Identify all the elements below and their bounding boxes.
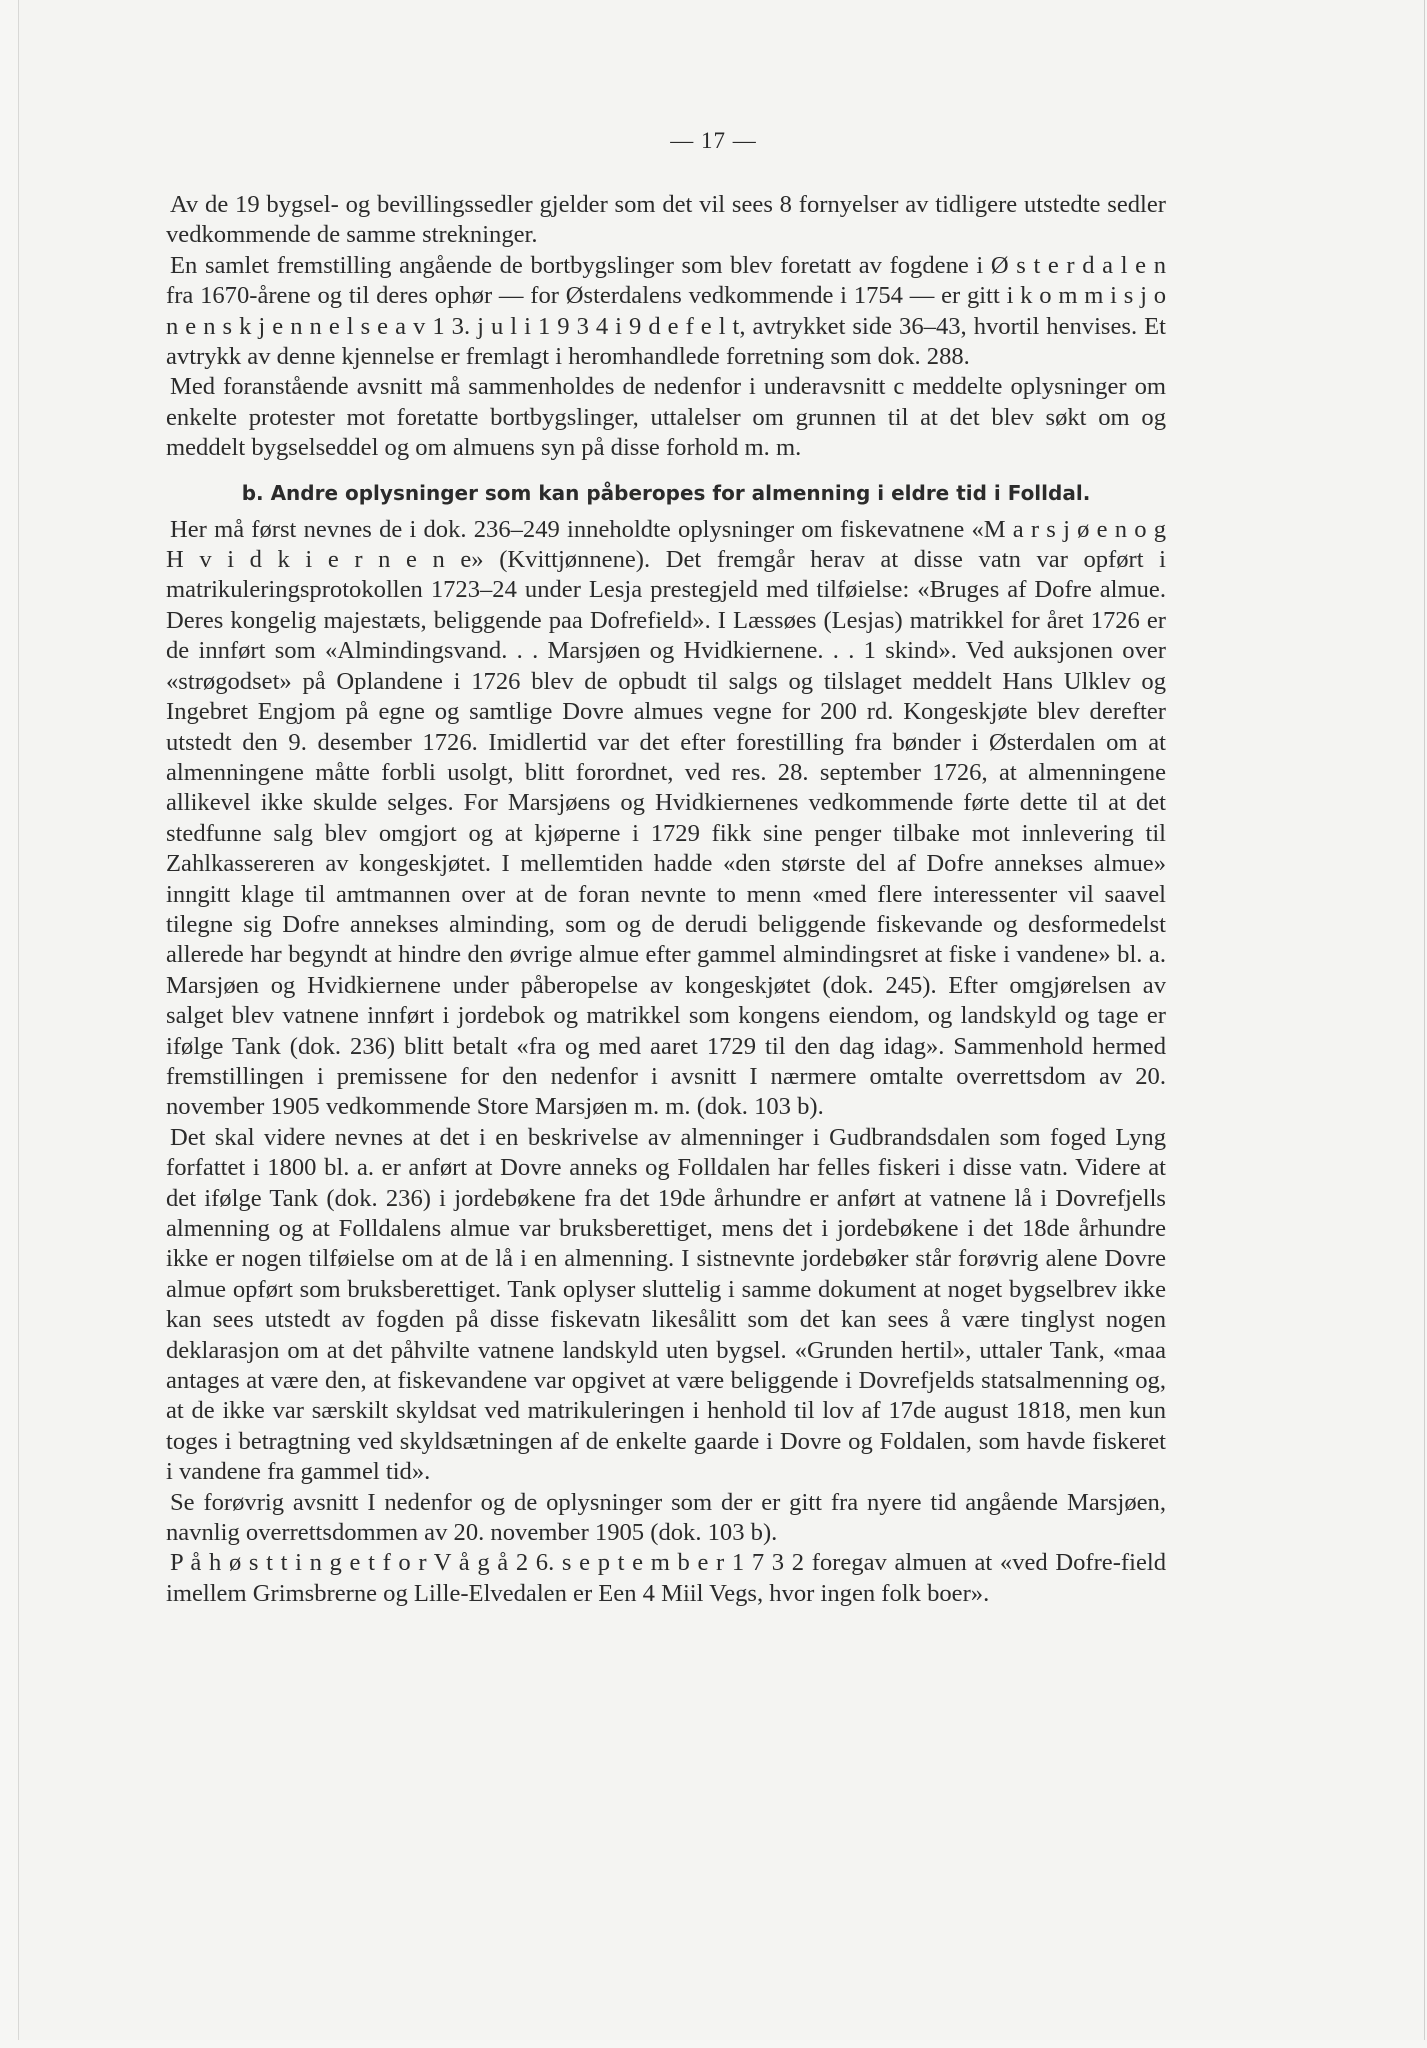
- page-number: — 17 —: [670, 128, 757, 153]
- document-body: [166, 190, 1166, 1609]
- paragraph-foranstaaende-avsnitt: Med foranstående avsnitt må sammenholdes de nedenfor i underavsnitt c meddelte oplysninger om enkelte protester mot foretatte bortbygslinger, uttalelser om grunnen til at det blev søkt om og meddelt bygselseddel og om almuens syn på disse forhold m. m.: [166, 373, 1166, 462]
- paragraph-samlet-fremstilling: En samlet fremstilling angående de bortbygslinger som blev foretatt av fogdene i Ø s t e r d a l e n fra 1670-årene og til deres ophør — for Østerdalens vedkommende i 1754 — er gitt i k o m m i s j o n e n s k j e n n e l s e a v 1 3. j u l i 1 9 3 4 i 9 d e f e l t, avtrykket side 36–43, hvortil henvises. Et avtrykk av denne kjennelse er fremlagt i heromhandlede forretning som dok. 288.: [166, 251, 1166, 371]
- section-heading-b: b. Andre oplysninger som kan påberopes for almenning i eldre tid i Folldal.: [241, 480, 1091, 505]
- paragraph-hosttinget: P å h ø s t t i n g e t f o r V å g å 2 6. s e p t e m b e r 1 7 3 2 foregav almuen at «ved Dofre-field imellem Grimsbrerne og Lille-Elvedalen er Een 4 Miil Vegs, hvor ingen folk boer».: [166, 1549, 1166, 1607]
- paragraph-bygselsedler: Av de 19 bygsel- og bevillingssedler gjelder som det vil sees 8 fornyelser av tidligere utstedte sedler vedkommende de samme strekninger.: [166, 191, 1166, 249]
- paragraph-se-forovrig: Se forøvrig avsnitt I nedenfor og de oplysninger som der er gitt fra nyere tid angående Marsjøen, navnlig overrettsdommen av 20. november 1905 (dok. 103 b).: [166, 1488, 1166, 1547]
- paragraph-gudbrandsdalen: Det skal videre nevnes at det i en beskrivelse av almenninger i Gudbrandsdalen som foged Lyng forfattet i 1800 bl. a. er anført at Dovre anneks og Folldalen har felles fiskeri i disse vatn. Videre at det ifølge Tank (dok. 236) i jordebøkene fra det 19de århundre er anført at vatnene lå i Dovrefjells almenning og at Folldalens almue var bruksberettiget, mens det i jordebøkene i det 18de århundre ikke er nogen tilføielse om at de lå i en almenning. I sistnevnte jordebøker står forøvrig alene Dovre almue opført som bruksberettiget. Tank oplyser sluttelig i samme dokument at noget bygselbrev ikke kan sees utstedt av fogden på disse fiskevatn likesålitt som det kan sees å være tinglyst nogen deklarasjon om at det påhvilte vatnene landskyld uten bygsel. «Grunden hertil», uttaler Tank, «maa antages at være den, at fiskevandene var opgivet at være beliggende i Dovrefjelds statsalmenning og, at de ikke var særskilt skyldsat ved matrikuleringen i henhold til lov af 17de august 1818, men kun toges i betragtning ved skyldsætningen af de enkelte gaarde i Dovre og Foldalen, som havde fiskeret i vandene fra gammel tid».: [166, 1123, 1166, 1486]
- paragraph-fiskevatnene: Her må først nevnes de i dok. 236–249 inneholdte oplysninger om fiskevatnene «M a r s j ø e n o g H v i d k i e r n e n e» (Kvittjønnene). Det fremgår herav at disse vatn var opført i matrikuleringsprotokollen 1723–24 under Lesja prestegjeld med tilføielse: «Bruges af Dofre almue. Deres kongelig majestæts, beliggende paa Dofrefield». I Læssøes (Lesjas) matrikkel for året 1726 er de innført som «Almindingsvand. . . Marsjøen og Hvidkiernene. . . 1 skind». Ved auksjonen over «strøgodset» på Oplandene i 1726 blev de opbudt til salgs og tilslaget meddelt Hans Ulklev og Ingebret Engjom på egne og samtlige Dovre almues vegne for 200 rd. Kongeskjøte blev derefter utstedt den 9. desember 1726. Imidlertid var det efter forestilling fra bønder i Østerdalen om at almenningene måtte forbli usolgt, blitt forordnet, ved res. 28. september 1726, at almenningene allikevel ikke skulde selges. For Marsjøens og Hvidkiernenes vedkommende førte dette til at det stedfunne salg blev omgjort og at kjøperne i 1729 fikk sine penger tilbake mot innlevering til Zahlkassereren av kongeskjøtet. I mellemtiden hadde «den største del af Dofre annekses almue» inngitt klage til amtmannen over at de foran nevnte to menn «med flere interessenter vil saavel tilegne sig Dofre annekses alminding, som og de derudi beliggende fiskevande og desformedelst allerede har begyndt at hindre den øvrige almue efter gammel almindingsret at fiske i vandene» bl. a. Marsjøen og Hvidkiernene under påberopelse av kongeskjøtet (dok. 245). Efter omgjørelsen av salget blev vatnene innført i jordebok og matrikkel som kongens eiendom, og landskyld og tage er ifølge Tank (dok. 236) blitt betalt «fra og med aaret 1729 til den dag idag». Sammenhold hermed fremstillingen i premissene for den nedenfor i avsnitt I nærmere omtalte overrettsdom av 20. november 1905 vedkommende Store Marsjøen m. m. (dok. 103 b).: [166, 515, 1166, 1121]
